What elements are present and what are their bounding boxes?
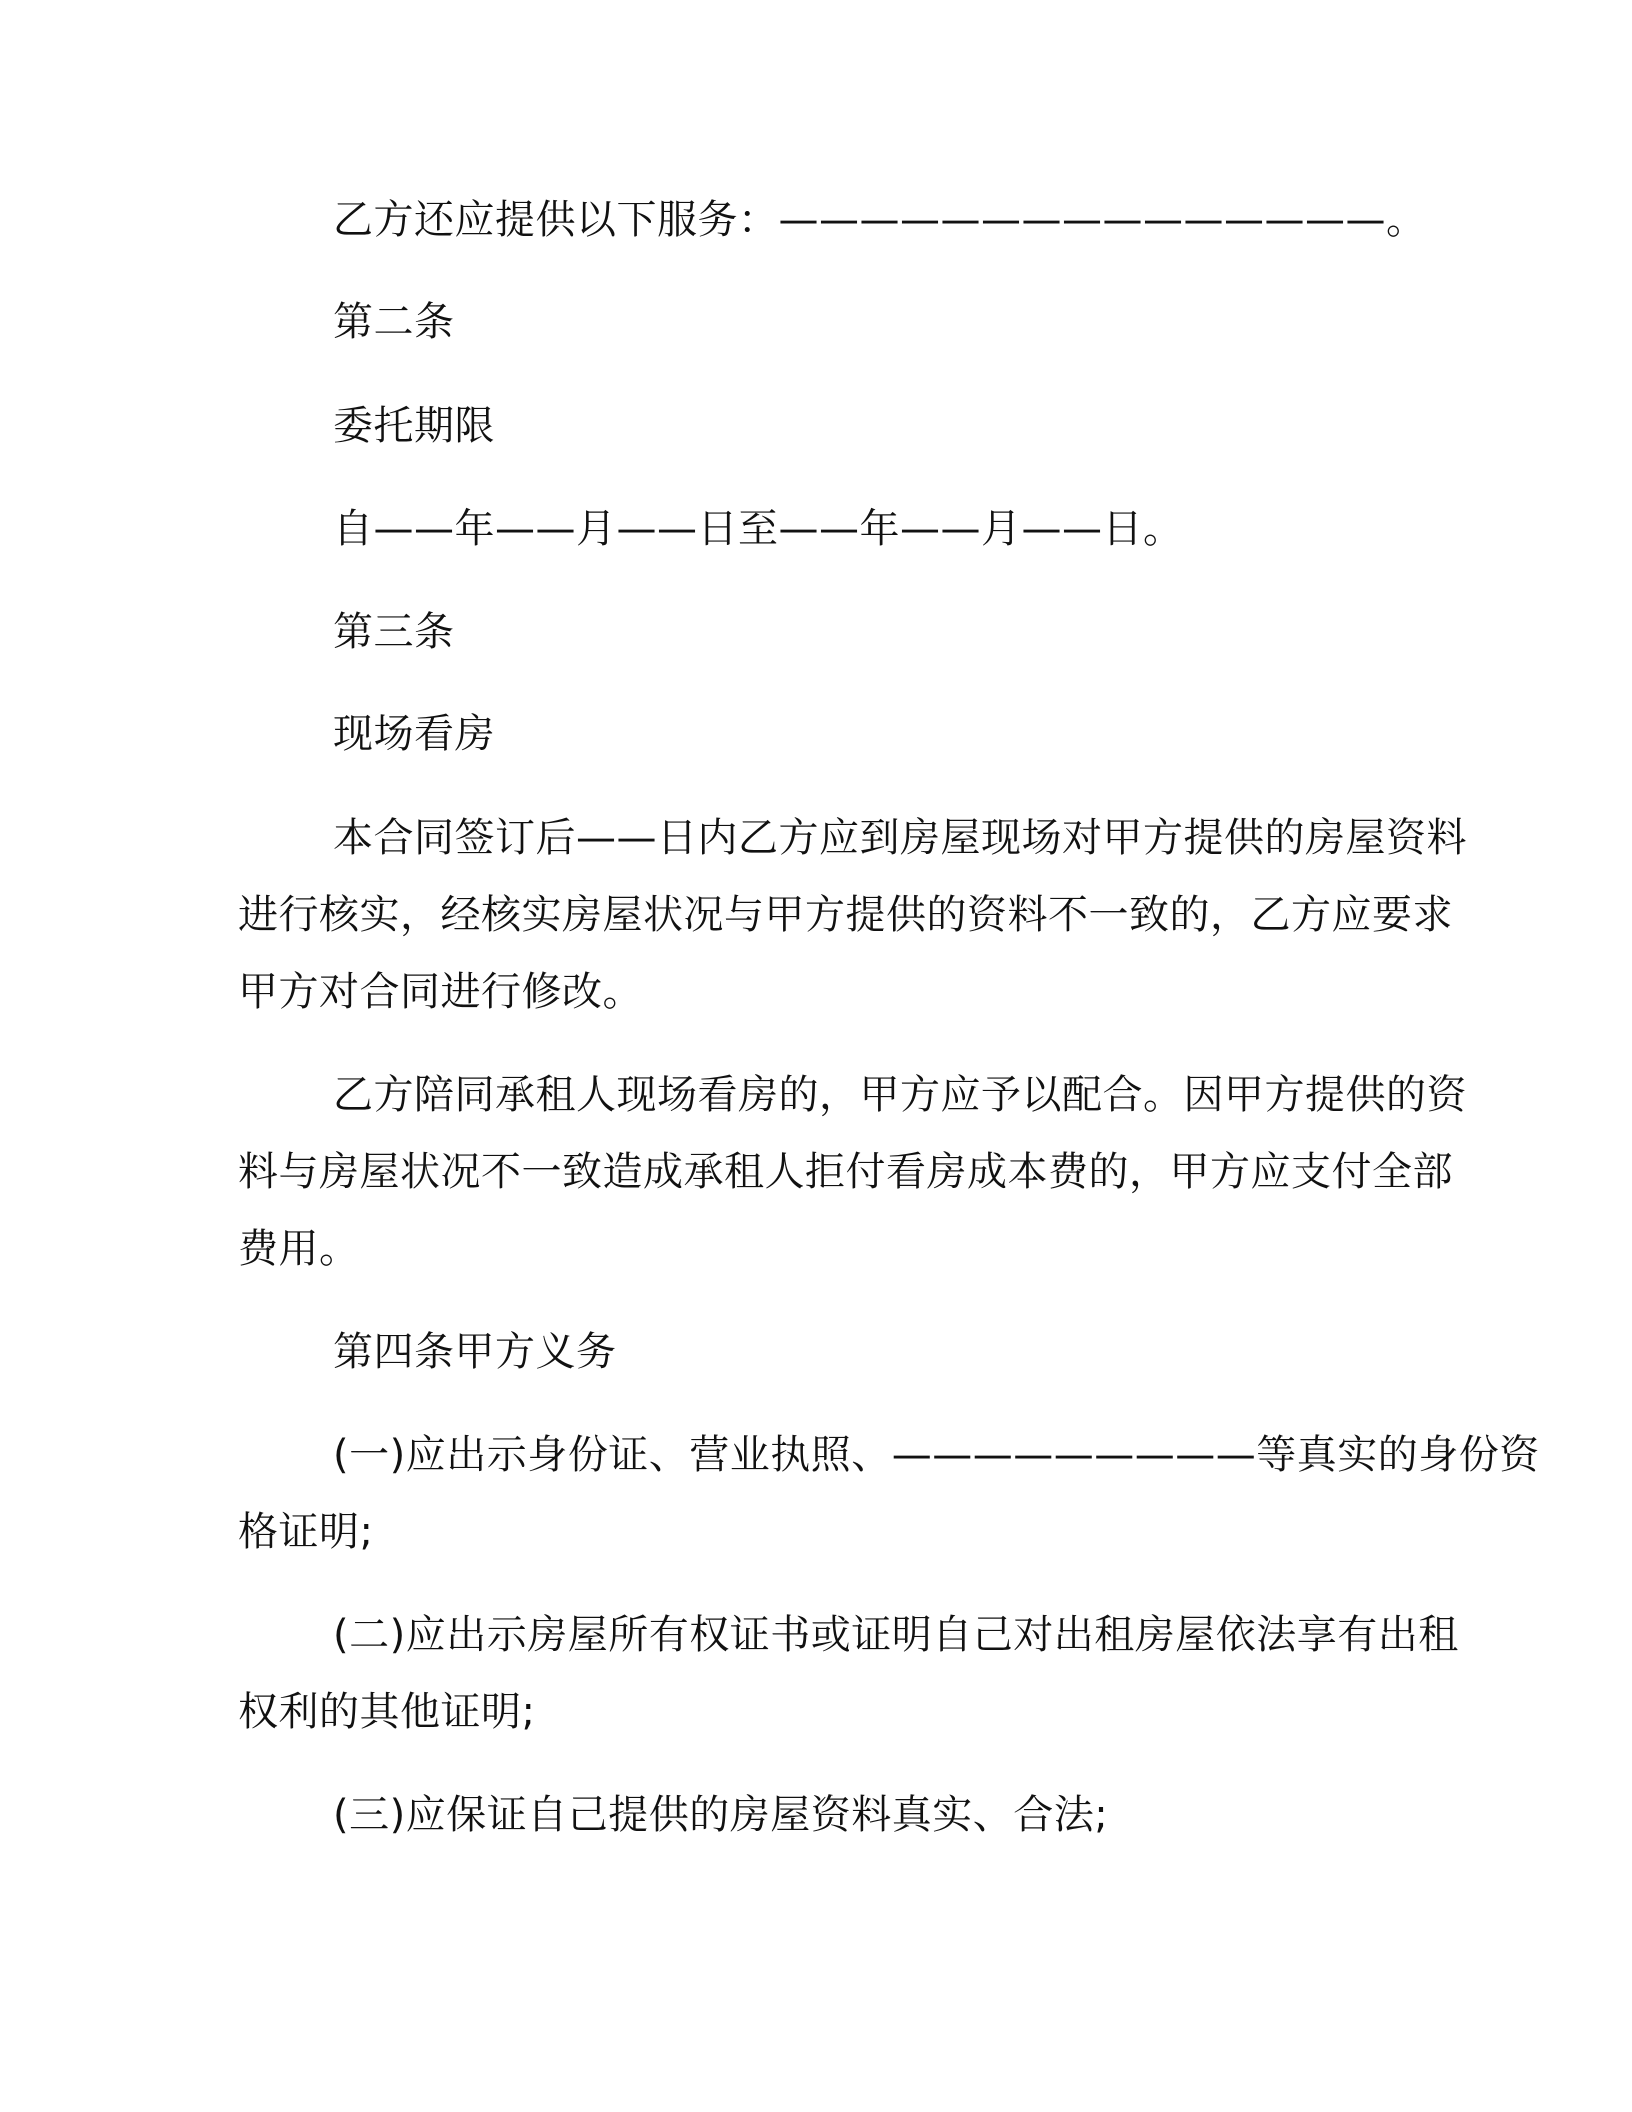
obligation-item-2: (二)应出示房屋所有权证书或证明自己对出租房屋依法享有出租	[333, 1612, 1459, 1658]
obligation-item-2-cont: 权利的其他证明;	[238, 1689, 536, 1735]
obligation-item-1: (一)应出示身份证、营业执照、—————————等真实的身份资	[333, 1432, 1540, 1478]
article-three-heading: 第三条	[333, 609, 455, 655]
period-dates-line: 自——年——月——日至——年——月——日。	[333, 506, 1184, 552]
services-line: 乙方还应提供以下服务：———————————————。	[333, 197, 1427, 243]
paragraph-line: 本合同签订后——日内乙方应到房屋现场对甲方提供的房屋资料	[333, 815, 1467, 861]
article-two-heading: 第二条	[333, 299, 455, 345]
paragraph-line: 进行核实，经核实房屋状况与甲方提供的资料不一致的，乙方应要求	[238, 892, 1453, 938]
article-four-heading: 第四条甲方义务	[333, 1329, 617, 1375]
onsite-viewing-heading: 现场看房	[333, 711, 495, 757]
obligation-item-1-cont: 格证明;	[238, 1509, 374, 1555]
paragraph-line: 料与房屋状况不一致造成承租人拒付看房成本费的，甲方应支付全部	[238, 1149, 1453, 1195]
paragraph-line: 乙方陪同承租人现场看房的，甲方应予以配合。因甲方提供的资	[333, 1072, 1467, 1118]
paragraph-line: 甲方对合同进行修改。	[238, 969, 643, 1015]
paragraph-line: 费用。	[238, 1226, 360, 1272]
entrustment-period-heading: 委托期限	[333, 403, 495, 449]
obligation-item-3: (三)应保证自己提供的房屋资料真实、合法;	[333, 1792, 1109, 1838]
